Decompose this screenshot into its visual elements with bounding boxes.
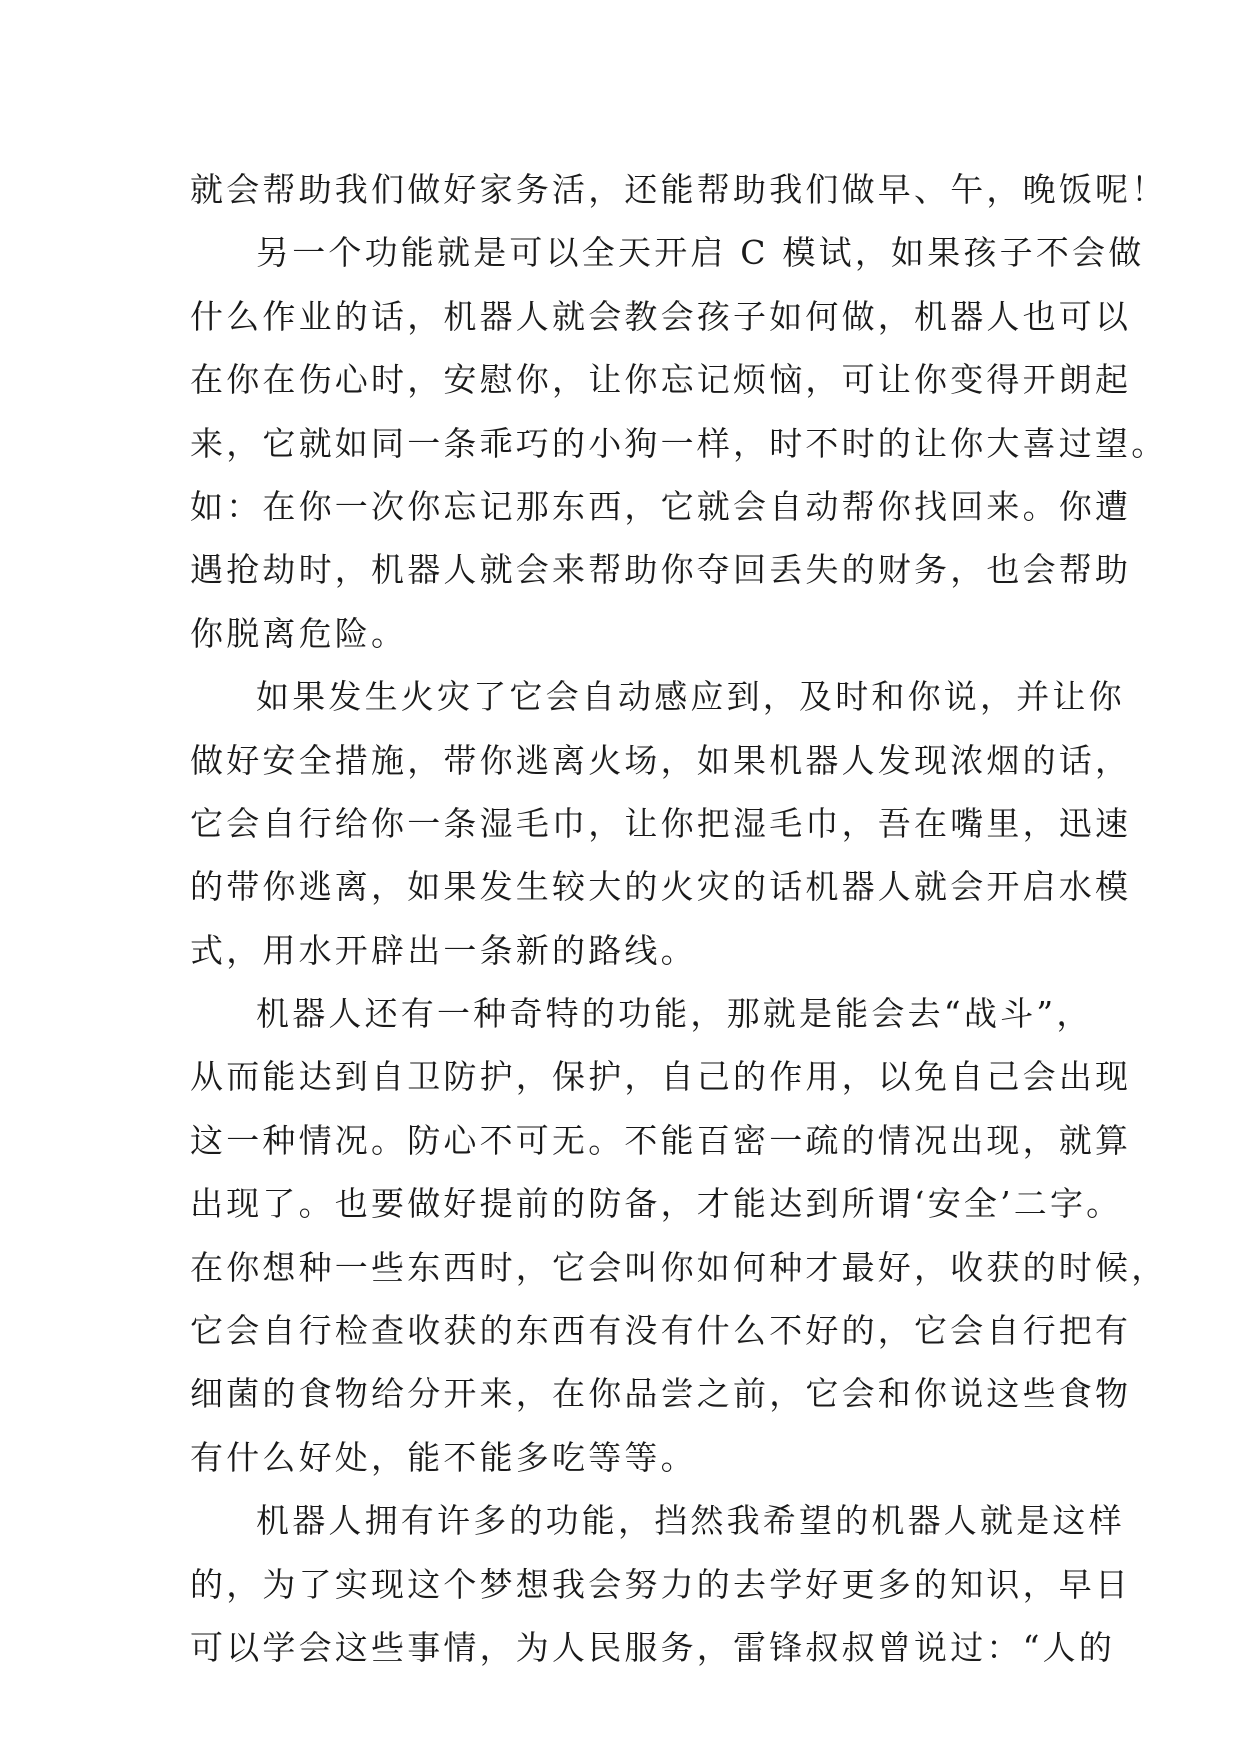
paragraph-start-line: 另一个功能就是可以全天开启 C 模试，如果孩子不会做 <box>256 233 1145 273</box>
text-line: 有什么好处，能不能多吃等等。 <box>190 1437 697 1477</box>
text-line: 它会自行给你一条湿毛巾，让你把湿毛巾，吾在嘴里，迅速 <box>190 803 1132 843</box>
text-line: 来，它就如同一条乖巧的小狗一样，时不时的让你大喜过望。 <box>190 423 1168 463</box>
text-line: 就会帮助我们做好家务活，还能帮助我们做早、午，晚饭呢！ <box>190 170 1168 209</box>
text-line: 做好安全措施，带你逃离火场，如果机器人发现浓烟的话， <box>190 740 1132 780</box>
paragraph-start-line: 机器人还有一种奇特的功能，那就是能会去“战斗”， <box>256 994 1093 1034</box>
document-body <box>190 158 1168 1679</box>
text-line: 这一种情况。防心不可无。不能百密一疏的情况出现，就算 <box>190 1120 1132 1160</box>
text-line: 出现了。也要做好提前的防备，才能达到所谓‘安全’二字。 <box>190 1184 1123 1224</box>
text-line: 遇抢劫时，机器人就会来帮助你夺回丢失的财务，也会帮助 <box>190 550 1132 590</box>
text-line: 式，用水开辟出一条新的路线。 <box>190 930 697 970</box>
text-line: 它会自行检查收获的东西有没有什么不好的，它会自行把有 <box>190 1311 1132 1351</box>
text-line: 如：在你一次你忘记那东西，它就会自动帮你找回来。你遭 <box>190 486 1132 526</box>
text-line: 在你想种一些东西时，它会叫你如何种才最好，收获的时候， <box>190 1247 1168 1287</box>
text-line: 的带你逃离，如果发生较大的火灾的话机器人就会开启水模 <box>190 867 1132 907</box>
text-line: 可以学会这些事情，为人民服务，雷锋叔叔曾说过：“人的 <box>190 1627 1116 1667</box>
text-line: 什么作业的话，机器人就会教会孩子如何做，机器人也可以 <box>190 296 1132 336</box>
paragraph-start-line: 机器人拥有许多的功能，挡然我希望的机器人就是这样 <box>256 1501 1125 1541</box>
text-line: 你脱离危险。 <box>190 613 408 653</box>
paragraph-start-line: 如果发生火灾了它会自动感应到，及时和你说，并让你 <box>256 677 1125 717</box>
text-line: 细菌的食物给分开来，在你品尝之前，它会和你说这些食物 <box>190 1374 1132 1414</box>
text-line: 从而能达到自卫防护，保护，自己的作用，以免自己会出现 <box>190 1057 1132 1097</box>
text-line: 在你在伤心时，安慰你，让你忘记烦恼，可让你变得开朗起 <box>190 360 1132 400</box>
text-line: 的，为了实现这个梦想我会努力的去学好更多的知识，早日 <box>190 1564 1132 1604</box>
